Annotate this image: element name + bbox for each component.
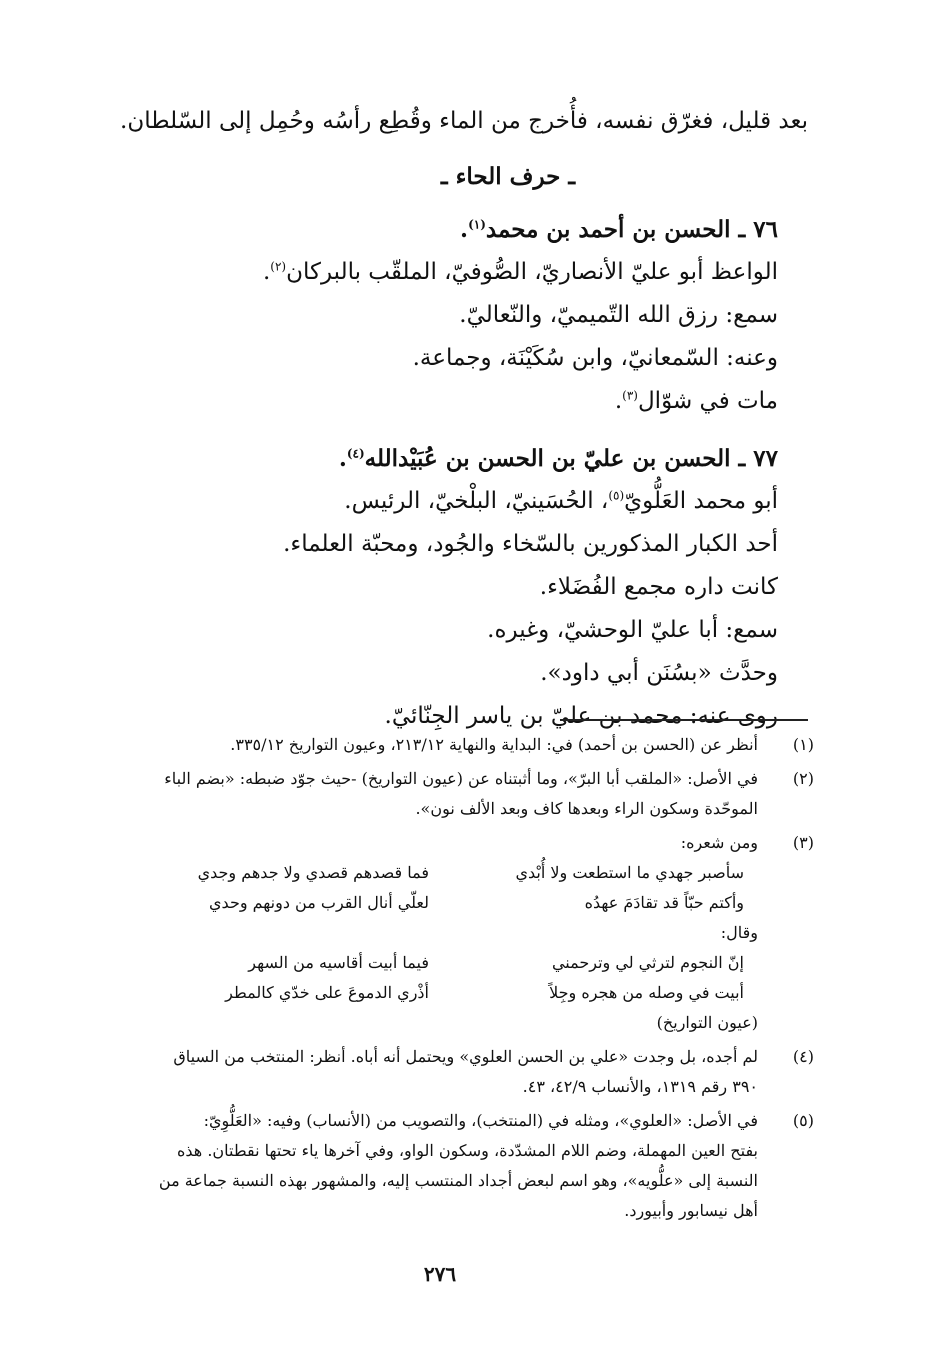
footnote-3 — [124, 828, 814, 1038]
footnote-line: ٣٩٠ رقم ١٣١٩، والأنساب ٤٢/٩، ٤٣. — [522, 1077, 758, 1096]
footnote-line: الموحّدة وسكون الراء وبعدها كاف وبعد الألف نون». — [415, 799, 758, 818]
footnote-ref-2[interactable]: (٢) — [270, 259, 287, 274]
footnote-body — [124, 1042, 758, 1102]
entry-76-line-4-end: . — [614, 388, 623, 414]
page-number: ٢٧٦ — [423, 1262, 457, 1286]
footnote-line: أهل نيسابور وأبيورد. — [624, 1201, 758, 1220]
footnote-2 — [124, 764, 814, 824]
entry-77-line-1b: ، الحُسَينيّ، البلْخيّ، الرئيس. — [344, 488, 609, 514]
footnote-number: (٢) — [792, 769, 814, 788]
footnote-line: لم أجده، بل وجدت «علي بن الحسن العلوي» ويحتمل أنه أباه. أنظر: المنتخب من السياق — [173, 1047, 758, 1066]
footnote-number: (٣) — [792, 833, 814, 852]
footnote-line: بفتح العين المهملة، وضم اللام المشدّدة، وسكون الواو، وفي آخرها ياء تحتها نقطتان. هذه — [177, 1141, 758, 1160]
footnote-1 — [124, 730, 814, 760]
entry-76-line-1-text: الواعظ أبو عليّ الأنصاريّ، الصُّوفيّ، الملقّب بالبركان — [286, 259, 778, 285]
entry-77-line-1a: أبو محمد العَلُّويّ — [624, 488, 778, 514]
entry-76 — [98, 208, 778, 423]
footnote-4 — [124, 1042, 814, 1102]
entry-77-line-3: كانت داره مجمع الفُضَلاء. — [539, 574, 778, 600]
entry-gap — [98, 423, 778, 437]
footnotes — [124, 730, 814, 1230]
poem-hemistich: إنّ النجوم لترثي لي وترحمني — [551, 953, 744, 972]
poem-hemistich: أذْري الدموعَ على خدّي كالمطر — [225, 983, 429, 1002]
footnote-number: (٤) — [792, 1047, 814, 1066]
entry-77-line-1 — [98, 480, 778, 523]
entry-77-line-2: أحد الكبار المذكورين بالسّخاء والجُود، ومحبّة العلماء. — [283, 531, 778, 557]
chapter-heading: ـ حرف الحاء ـ — [440, 163, 576, 190]
poem-hemistich: وأكتم حبّاً قد تقادَمَ عهدُه — [584, 893, 744, 912]
poem-2 — [154, 948, 744, 1008]
entry-76-line-4 — [98, 380, 778, 423]
entry-76-line-1 — [98, 251, 778, 294]
entry-77 — [98, 437, 778, 738]
entry-76-line-2: سمع: رزق الله التّميميّ، والنّعاليّ. — [459, 302, 778, 328]
footnote-line: في الأصل: «العلوي»، ومثله في (المنتخب)، والتصويب من (الأنساب) وفيه: «العَلُّوِيّ: — [203, 1111, 758, 1130]
footnote-ref-3[interactable]: (٣) — [622, 388, 638, 403]
poem-hemistich: سأصبر جهدي ما استطعت ولا أُبْدي — [515, 863, 744, 882]
entry-76-title: ٧٦ ـ الحسن بن أحمد بن محمد — [485, 216, 778, 243]
poem-said: وقال: — [720, 923, 758, 942]
entry-77-heading — [98, 437, 778, 480]
entry-76-heading-end: . — [460, 216, 469, 243]
poem-hemistich: فيما أبيت أقاسيه من السهر — [248, 953, 429, 972]
entry-77-line-6: روى عنه: محمد بن عليّ بن ياسر الجِنّائيّ. — [384, 703, 778, 729]
footnote-ref-1[interactable]: (١) — [468, 217, 486, 232]
entry-76-line-1-end: . — [262, 259, 271, 285]
entry-76-heading — [98, 208, 778, 251]
poem-intro: ومن شعره: — [680, 833, 758, 852]
footnote-line: النسبة إلى «علُّويه»، وهو اسم لبعض أجداد المنتسب إليه، والمشهور بهذه النسبة جماعة من — [158, 1171, 758, 1190]
footnote-body — [124, 764, 758, 824]
footnote-line: في الأصل: «الملقب أبا البرّ»، وما أثبتناه عن (عيون التواريخ) -حيث جوّد ضبطه: «بضم الباء — [164, 769, 758, 788]
footnote-line: أنظر عن (الحسن بن أحمد) في: البداية والنهاية ٢١٣/١٢، وعيون التواريخ ٣٣٥/١٢. — [230, 735, 758, 754]
entry-76-line-3: وعنه: السّمعانيّ، وابن سُكَيْنَة، وجماعة. — [412, 345, 778, 371]
entry-77-line-4: سمع: أبا عليّ الوحشيّ، وغيره. — [487, 617, 778, 643]
footnote-number: (١) — [792, 735, 814, 754]
footnote-separator — [560, 719, 808, 721]
footnote-ref-5[interactable]: (٥) — [608, 488, 625, 503]
poem-source: (عيون التواريخ) — [656, 1013, 758, 1032]
footnote-number: (٥) — [792, 1111, 814, 1130]
footnote-ref-4[interactable]: (٤) — [346, 446, 365, 461]
entry-76-line-4-text: مات في شوّال — [637, 388, 778, 414]
entry-77-title: ٧٧ ـ الحسن بن عليّ بن الحسن بن عُبَيْدالله — [364, 445, 778, 472]
poem-hemistich: أبيت في وصله من هجره وجِلاً — [549, 983, 744, 1002]
poem-hemistich: لعلّي أنال القرب من دونهم وحدي — [209, 893, 429, 912]
poem-hemistich: فما قصدهم قصدي ولا جدهم وجدي — [197, 863, 429, 882]
footnote-body — [124, 730, 758, 760]
entry-77-line-5: وحدَّث «بسُنَن أبي داود». — [540, 660, 778, 686]
poem-1 — [154, 858, 744, 918]
entry-77-heading-end: . — [338, 445, 347, 472]
footnote-body — [124, 828, 758, 1038]
opening-line: بعد قليل، فغرّق نفسه، فأُخرج من الماء وقُطِع رأسُه وحُمِل إلى السّلطان. — [120, 108, 808, 134]
footnote-5 — [124, 1106, 814, 1226]
footnote-body — [124, 1106, 758, 1226]
main-text — [98, 100, 808, 738]
